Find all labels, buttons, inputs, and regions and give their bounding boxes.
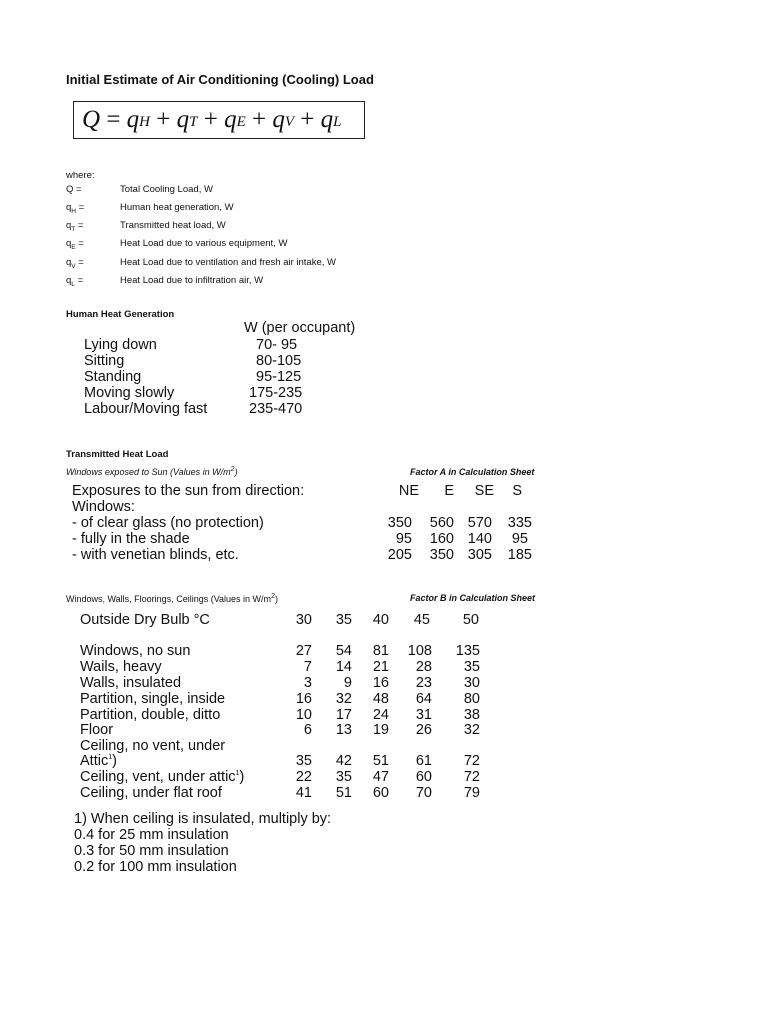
definition-symbol: $q_H$ = — [66, 202, 85, 215]
surface-value: 54 — [335, 643, 352, 659]
formula-term-q: q — [176, 106, 190, 133]
surface-label: Wails, heavy — [80, 659, 162, 675]
window-value: 350 — [387, 515, 412, 531]
surface-value: 70 — [415, 785, 432, 801]
human-activity-value: 80-105 — [256, 353, 302, 369]
human-activity-value: 235-470 — [249, 401, 303, 417]
cooling-load-formula: Q = q $_H$ + q $_T$ + q $_E$ + q $_V$ + q $_L$ — [73, 101, 365, 139]
formula-term-sub: L — [333, 113, 342, 130]
window-value: 305 — [467, 547, 492, 563]
definition-symbol: $q_V$ = — [66, 257, 84, 270]
formula-term-sub: E — [236, 113, 246, 130]
human-activity-value: 95-125 — [256, 369, 302, 385]
definition-description: Human heat generation, W — [120, 202, 234, 213]
surface-value: 51 — [335, 785, 352, 801]
window-type-label: - fully in the shade — [72, 531, 190, 547]
surface-value: 7 — [303, 659, 312, 675]
surface-value: 27 — [295, 643, 312, 659]
window-value: 350 — [429, 547, 454, 563]
formula-term-sub: T — [189, 113, 198, 130]
surface-value: 80 — [463, 691, 480, 707]
human-activity-value: 70- 95 — [256, 337, 298, 353]
human-heat-heading: Human Heat Generation — [66, 309, 175, 320]
windows-sun-caption: Windows exposed to Sun (Values in $W/m^2$) — [66, 466, 238, 477]
walls-caption: Windows, Walls, Floorings, Ceilings (Values in $W/m^2$) — [66, 593, 278, 604]
surface-value: 23 — [415, 675, 432, 691]
formula-term-q: q — [320, 106, 334, 133]
window-value: 205 — [387, 547, 412, 563]
surface-value: 72 — [463, 753, 480, 769]
surface-value: 31 — [415, 707, 432, 723]
formula-term-q: q — [126, 106, 140, 133]
surface-value: 60 — [415, 769, 432, 785]
surface-label: Ceiling, vent, under attic$^1$) — [80, 769, 245, 785]
surface-value: 30 — [463, 675, 480, 691]
formula-equals: = — [106, 106, 121, 133]
surface-value: 26 — [415, 722, 432, 738]
footnote-line: 0.2 for 100 mm insulation — [74, 859, 237, 875]
human-activity-label: Labour/Moving fast — [84, 401, 208, 417]
where-label: where: — [66, 170, 95, 181]
direction-header: E — [444, 483, 454, 499]
window-value: 95 — [511, 531, 528, 547]
windows-label: Windows: — [72, 499, 135, 515]
factor-b-label: Factor B in Calculation Sheet — [410, 593, 536, 603]
definition-description: Heat Load due to various equipment, W — [120, 238, 288, 249]
human-activity-label: Moving slowly — [84, 385, 175, 401]
window-value: 95 — [395, 531, 412, 547]
window-value: 185 — [507, 547, 532, 563]
definition-symbol: Q = — [66, 184, 82, 195]
human-activity-value: 175-235 — [249, 385, 303, 401]
human-heat-column-header: W (per occupant) — [244, 320, 356, 336]
surface-value: 79 — [463, 785, 480, 801]
direction-header: S — [512, 483, 522, 499]
surface-label: Ceiling, no vent, under — [80, 738, 226, 754]
window-type-label: - of clear glass (no protection) — [72, 515, 264, 531]
temperature-header: 35 — [335, 612, 352, 628]
definition-symbol: $q_L$ = — [66, 275, 84, 288]
surface-value: 22 — [295, 769, 312, 785]
human-activity-label: Sitting — [84, 353, 125, 369]
direction-header: SE — [474, 483, 494, 499]
definition-description: Transmitted heat load, W — [120, 220, 226, 231]
surface-value: 41 — [295, 785, 312, 801]
window-value: 160 — [429, 531, 454, 547]
formula-term-q: q — [272, 106, 285, 133]
factor-a-label: Factor A in Calculation Sheet — [410, 467, 535, 477]
surface-value: 51 — [372, 753, 389, 769]
window-value: 140 — [467, 531, 492, 547]
temperature-header: 40 — [372, 612, 389, 628]
dry-bulb-header: Outside Dry Bulb °C — [80, 612, 210, 628]
temperature-header: 45 — [413, 612, 430, 628]
footnote-line: 1) When ceiling is insulated, multiply by: — [74, 811, 332, 827]
window-value: 560 — [429, 515, 454, 531]
surface-label-continued: Attic$^1$) — [80, 753, 117, 769]
surface-value: 28 — [415, 659, 432, 675]
surface-value: 19 — [372, 722, 389, 738]
direction-header: NE — [398, 483, 419, 499]
surface-value: 81 — [372, 643, 389, 659]
window-value: 570 — [467, 515, 492, 531]
surface-value: 61 — [415, 753, 432, 769]
formula-q-total: Q — [82, 106, 101, 133]
formula-term-sub: H — [139, 113, 151, 130]
definition-symbol: $q_E$ = — [66, 238, 84, 251]
surface-value: 9 — [343, 675, 352, 691]
transmitted-heat-heading: Transmitted Heat Load — [66, 449, 169, 460]
surface-label: Partition, single, inside — [80, 691, 226, 707]
temperature-header: 50 — [462, 612, 479, 628]
surface-value: 35 — [463, 659, 480, 675]
surface-value: 32 — [463, 722, 480, 738]
footnote-line: 0.3 for 50 mm insulation — [74, 843, 229, 859]
surface-value: 72 — [463, 769, 480, 785]
window-value: 335 — [507, 515, 532, 531]
exposure-heading: Exposures to the sun from direction: — [72, 483, 305, 499]
human-activity-label: Standing — [84, 369, 142, 385]
surface-value: 14 — [335, 659, 352, 675]
surface-value: 135 — [455, 643, 480, 659]
definition-symbol: $q_T$ = — [66, 220, 84, 233]
surface-label: Walls, insulated — [80, 675, 182, 691]
surface-value: 47 — [372, 769, 389, 785]
formula-term-sub: V — [284, 113, 295, 130]
surface-value: 16 — [372, 675, 389, 691]
window-type-label: - with venetian blinds, etc. — [72, 547, 239, 563]
surface-value: 64 — [415, 691, 432, 707]
definition-description: Heat Load due to ventilation and fresh air intake, W — [120, 257, 336, 268]
surface-value: 42 — [335, 753, 352, 769]
surface-value: 35 — [295, 753, 312, 769]
definition-description: Heat Load due to infiltration air, W — [120, 275, 264, 286]
definition-description: Total Cooling Load, W — [120, 184, 213, 195]
surface-label: Ceiling, under flat roof — [80, 785, 222, 801]
surface-value: 13 — [335, 722, 352, 738]
temperature-header: 30 — [295, 612, 312, 628]
surface-value: 24 — [372, 707, 389, 723]
surface-value: 48 — [372, 691, 389, 707]
surface-value: 10 — [295, 707, 312, 723]
surface-value: 60 — [372, 785, 389, 801]
surface-value: 32 — [335, 691, 352, 707]
surface-value: 16 — [295, 691, 312, 707]
surface-label: Floor — [80, 722, 114, 738]
formula-term-q: q — [224, 106, 237, 133]
human-activity-label: Lying down — [84, 337, 157, 353]
surface-value: 38 — [463, 707, 480, 723]
surface-value: 3 — [303, 675, 312, 691]
surface-label: Partition, double, ditto — [80, 707, 221, 723]
surface-value: 108 — [407, 643, 432, 659]
page-title: Initial Estimate of Air Conditioning (Cooling) Load — [66, 72, 374, 87]
footnote-line: 0.4 for 25 mm insulation — [74, 827, 229, 843]
surface-value: 6 — [303, 722, 312, 738]
surface-value: 35 — [335, 769, 352, 785]
surface-value: 21 — [372, 659, 389, 675]
surface-label: Windows, no sun — [80, 643, 191, 659]
surface-value: 17 — [335, 707, 352, 723]
